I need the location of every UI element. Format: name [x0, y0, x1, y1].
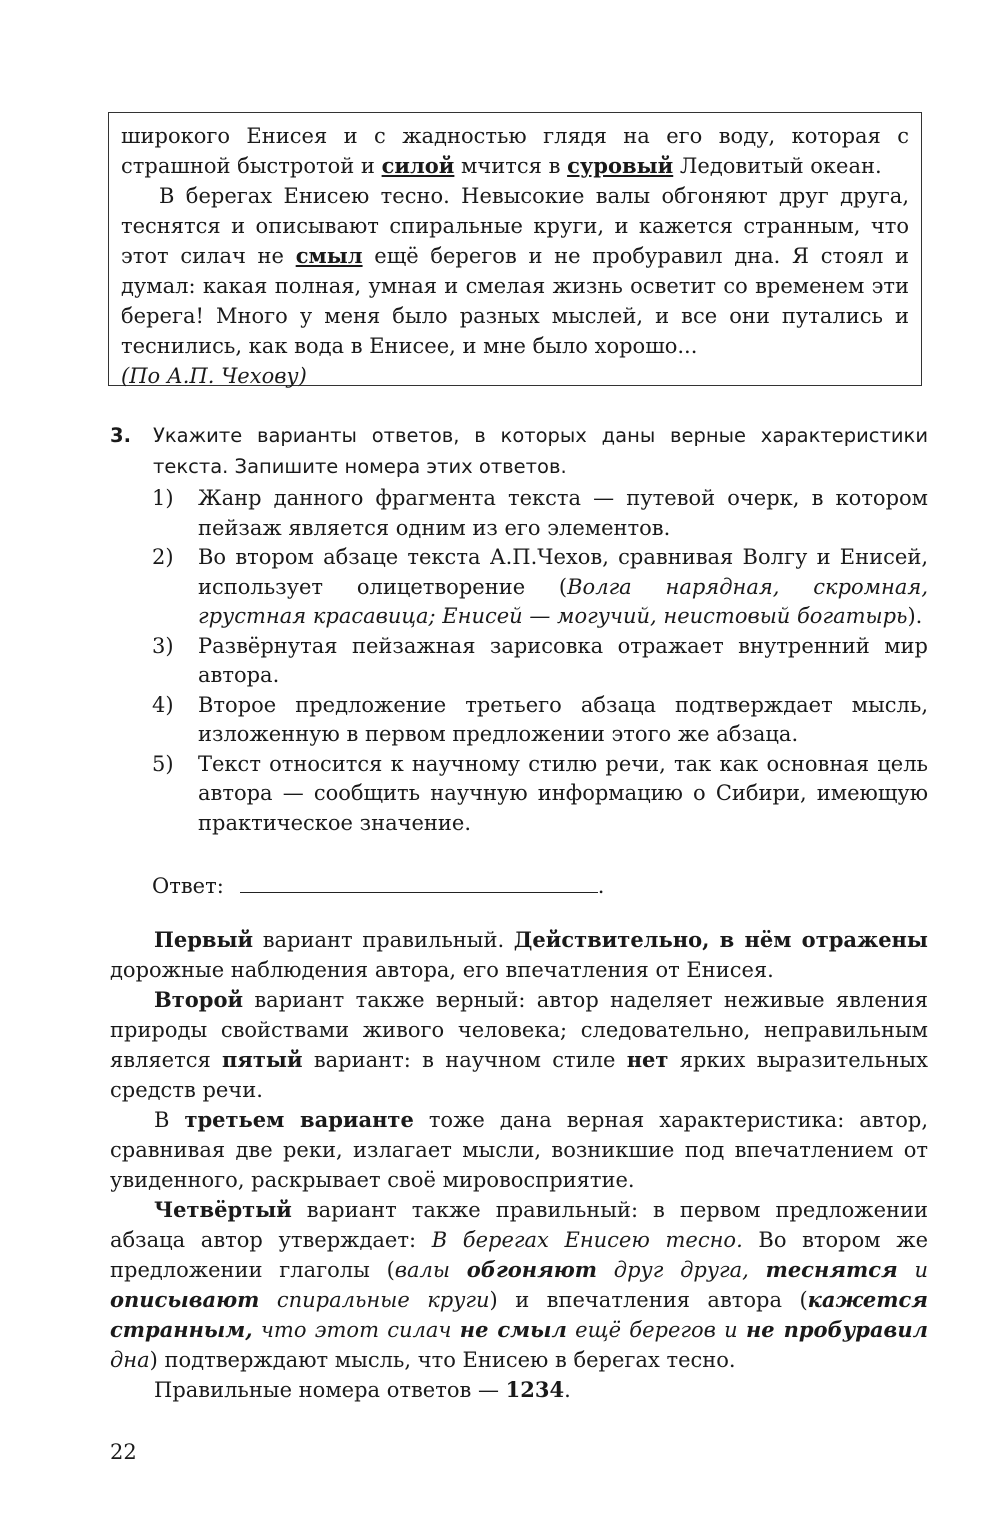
quote-attribution: (По А.П. Чехову)	[121, 364, 307, 388]
task-number: 3.	[110, 424, 131, 447]
underlined-word: суровый	[567, 153, 674, 178]
underlined-word: смыл	[295, 243, 363, 268]
explanation	[110, 925, 928, 1405]
option-2: 2) Во втором абзаце текста А.П.Чехов, сравнивая Волгу и Енисей, использует олицетворение (Волга нарядная, скромная, грустная красавица; Енисей — могучий, неистовый богатырь).	[152, 545, 928, 628]
quote-box	[108, 112, 922, 386]
explanation-paragraph-4: Четвёртый вариант также правильный: в первом предложении абзаца автор утверждает: В берегах Енисею тесно. Во втором же предложении глаголы (валы обгоняют друг друга, теснятся и описывают спиральные круги) и впечатления автора (кажется странным, что этот силач не смыл ещё берегов и не пробуравил дна) подтверждают мысль, что Енисею в берегах тесно.	[110, 1197, 928, 1372]
option-4: 4) Второе предложение третьего абзаца подтверждает мысль, изложенную в первом предложении этого же абзаца.	[152, 692, 928, 746]
explanation-paragraph-3: В третьем варианте тоже дана верная характеристика: автор, сравнивая две реки, излагает мысли, возникшие под впечатлением от увиденного, раскрывает своё мировосприятие.	[110, 1107, 929, 1192]
option-5: 5) Текст относится к научному стилю речи, так как основная цель автора — сообщить научную информацию о Сибири, имеющую практическое значение.	[152, 751, 928, 835]
explanation-paragraph-2: Второй вариант также верный: автор наделяет неживые явления природы свойствами живого человека; следовательно, неправильным является пятый вариант: в научном стиле нет ярких выразительных средств речи.	[110, 987, 928, 1102]
answer-row: Ответ: .	[152, 874, 605, 898]
quote-paragraph-1: широкого Енисея и с жадностью глядя на его воду, которая с страшной быстротой и силой мчится в суровый Ледовитый океан.	[121, 124, 909, 178]
quote-paragraph-2: В берегах Енисею тесно. Невысокие валы обгоняют друг друга, теснятся и описывают спиральные круги, и кажется странным, что этот силач не смыл ещё берегов и не пробуравил дна. Я стоял и думал: какая полная, умная и смелая жизнь осветит со временем эти берега! Много у меня было разных мыслей, и все они путались и теснились, как вода в Енисее, и мне было хорошо...	[121, 184, 910, 358]
explanation-paragraph-1: Первый вариант правильный. Действительно, в нём отражены дорожные наблюдения автора, его впечатления от Енисея.	[110, 927, 928, 982]
answer-label: Ответ:	[152, 874, 224, 898]
task-3	[110, 420, 928, 482]
page-number: 22	[110, 1440, 137, 1464]
explanation-paragraph-5: Правильные номера ответов — 1234.	[154, 1377, 571, 1402]
answer-blank-line[interactable]	[240, 874, 598, 893]
task-text: Укажите варианты ответов, в которых даны верные характеристики текста. Запишите номера этих ответов.	[153, 424, 928, 478]
option-3: 3) Развёрнутая пейзажная зарисовка отражает внутренний мир автора.	[152, 633, 928, 687]
option-1: 1) Жанр данного фрагмента текста — путевой очерк, в котором пейзаж является одним из его элементов.	[152, 486, 928, 540]
underlined-word: силой	[381, 153, 455, 178]
options-list	[152, 484, 928, 838]
